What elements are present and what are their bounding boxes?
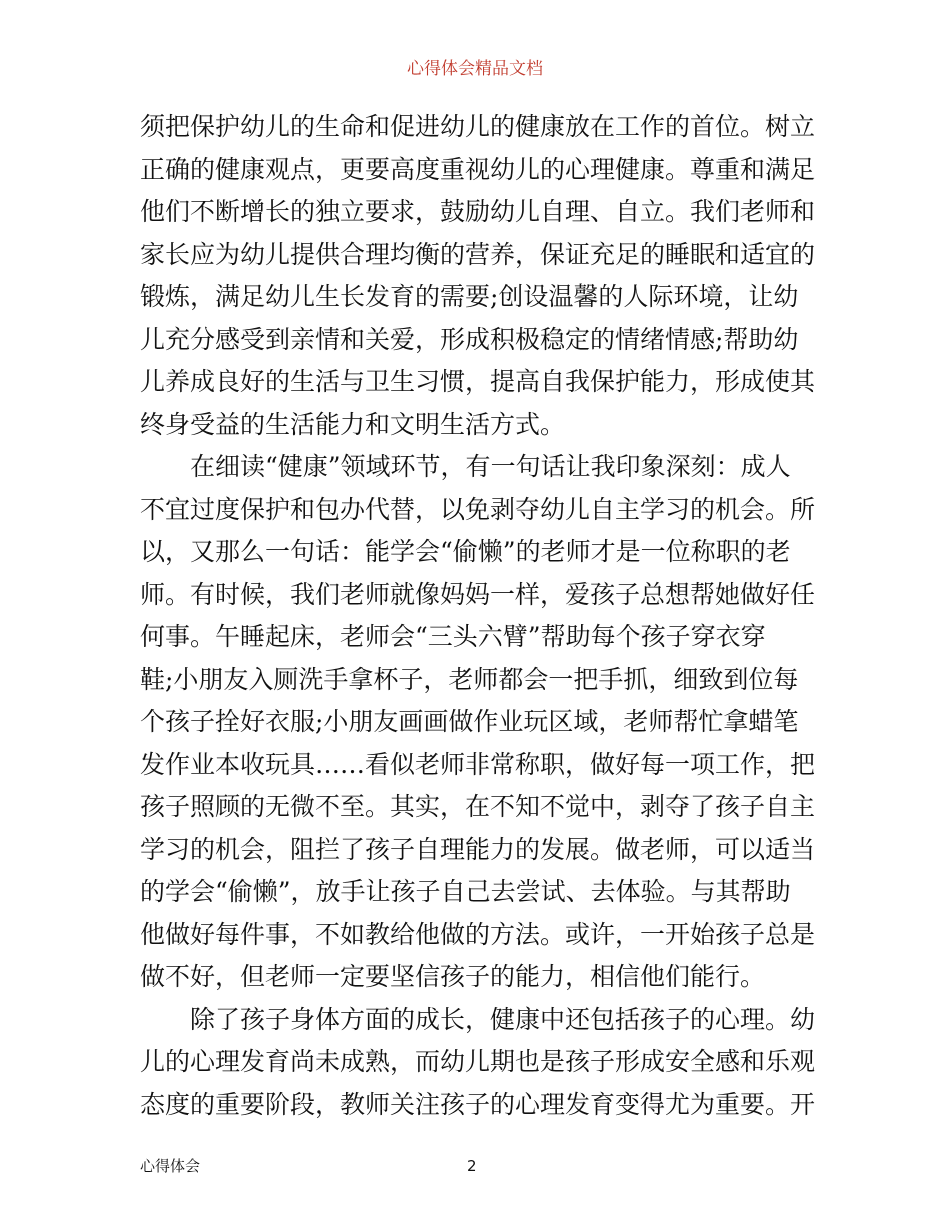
text-line: 儿的心理发育尚未成熟，而幼儿期也是孩子形成安全感和乐观 <box>140 1047 816 1076</box>
body-text <box>140 106 820 1126</box>
text-line: 孩子照顾的无微不至。其实，在不知不觉中，剥夺了孩子自主 <box>140 792 816 821</box>
text-line: 态度的重要阶段，教师关注孩子的心理发育变得尤为重要。开 <box>140 1089 816 1119</box>
footer-label: 心得体会 <box>140 1157 201 1175</box>
text-line: 发作业本收玩具……看似老师非常称职，做好每一项工作，把 <box>140 749 816 779</box>
text-line: 做不好，但老师一定要坚信孩子的能力，相信他们能行。 <box>140 962 766 991</box>
text-line: 的学会“偷懒”，放手让孩子自己去尝试、去体验。与其帮助 <box>140 877 791 906</box>
text-line: 他做好每件事，不如教给他做的方法。或许，一开始孩子总是 <box>140 919 816 949</box>
text-line: 鞋;小朋友入厕洗手拿杯子，老师都会一把手抓，细致到位每 <box>140 664 799 694</box>
text-line: 学习的机会，阻拦了孩子自理能力的发展。做老师，可以适当 <box>140 834 816 864</box>
text-line: 家长应为幼儿提供合理均衡的营养，保证充足的睡眠和适宜的 <box>140 239 816 269</box>
text-line: 须把保护幼儿的生命和促进幼儿的健康放在工作的首位。树立 <box>140 112 816 141</box>
page-header-title: 心得体会精品文档 <box>407 59 543 79</box>
text-line: 儿充分感受到亲情和关爱，形成积极稳定的情绪情感;帮助幼 <box>140 324 799 354</box>
paragraph-start-line: 除了孩子身体方面的成长，健康中还包括孩子的心理。幼 <box>190 1004 816 1034</box>
paragraph-start-line: 在细读“健康”领域环节，有一句话让我印象深刻：成人 <box>190 452 791 481</box>
text-line: 终身受益的生活能力和文明生活方式。 <box>140 409 566 439</box>
text-line: 师。有时候，我们老师就像妈妈一样，爱孩子总想帮她做好任 <box>140 579 816 609</box>
text-line: 儿养成良好的生活与卫生习惯，提高自我保护能力，形成使其 <box>140 367 816 396</box>
text-line: 锻炼，满足幼儿生长发育的需要;创设温馨的人际环境，让幼 <box>140 282 799 311</box>
text-line: 个孩子拴好衣服;小朋友画画做作业玩区域，老师帮忙拿蜡笔 <box>140 707 799 736</box>
page-number: 2 <box>467 1157 477 1175</box>
text-line: 以，又那么一句话：能学会“偷懒”的老师才是一位称职的老 <box>140 537 791 566</box>
text-line: 正确的健康观点，更要高度重视幼儿的心理健康。尊重和满足 <box>140 154 816 184</box>
text-line: 不宜过度保护和包办代替，以免剥夺幼儿自主学习的机会。所 <box>140 494 816 524</box>
text-line: 何事。午睡起床，老师会“三头六臂”帮助每个孩子穿衣穿 <box>140 622 766 651</box>
text-line: 他们不断增长的独立要求，鼓励幼儿自理、自立。我们老师和 <box>140 197 816 226</box>
